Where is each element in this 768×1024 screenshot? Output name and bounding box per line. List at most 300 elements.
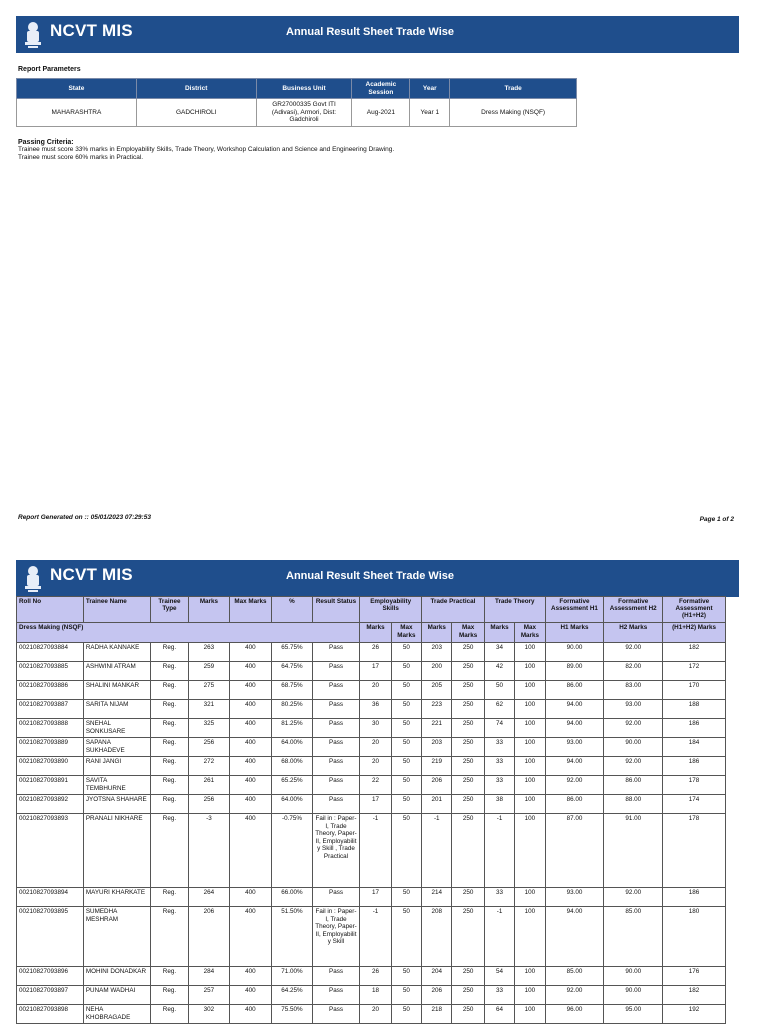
cell-trainee-type: Reg.: [150, 643, 188, 662]
table-row: [17, 776, 726, 795]
cell-h1-marks: 87.00: [545, 814, 604, 888]
cell-total-marks: 192: [663, 1005, 726, 1024]
cell-emp-marks: 26: [360, 967, 391, 986]
cell-tt-max: 100: [515, 795, 545, 814]
cell-tt-marks: 42: [484, 662, 514, 681]
cell-tp-marks: -1: [422, 814, 452, 888]
cell-total-marks: 178: [663, 776, 726, 795]
cell-h2-marks: 90.00: [604, 738, 663, 757]
cell-marks: 259: [189, 662, 230, 681]
cell-result-status: Pass: [312, 719, 360, 738]
cell-total-marks: 182: [663, 643, 726, 662]
cell-tt-max: 100: [515, 814, 545, 888]
cell-percent: 75.50%: [272, 1005, 313, 1024]
cell-tp-marks: 203: [422, 643, 452, 662]
cell-marks: 261: [189, 776, 230, 795]
cell-percent: 51.50%: [272, 907, 313, 967]
cell-emp-max: 50: [391, 986, 421, 1005]
table-row: [17, 738, 726, 757]
table-row: [17, 757, 726, 776]
cell-tt-marks: 33: [484, 738, 514, 757]
cell-roll-no: 00210827093885: [17, 662, 84, 681]
cell-tt-marks: 34: [484, 643, 514, 662]
cell-trainee-name: SNEHAL SONKUSARE: [83, 719, 150, 738]
cell-h1-marks: 92.00: [545, 776, 604, 795]
cell-roll-no: 00210827093890: [17, 757, 84, 776]
cell-emp-marks: 17: [360, 888, 391, 907]
cell-max-marks: 400: [229, 700, 272, 719]
table-row: [17, 1005, 726, 1024]
cell-trainee-name: SAPANA SUKHADEVE: [83, 738, 150, 757]
cell-roll-no: 00210827093889: [17, 738, 84, 757]
cell-tt-marks: 33: [484, 986, 514, 1005]
cell-max-marks: 400: [229, 738, 272, 757]
cell-trainee-type: Reg.: [150, 662, 188, 681]
cell-tt-marks: -1: [484, 907, 514, 967]
cell-h2-marks: 92.00: [604, 757, 663, 776]
report-parameters-heading: Report Parameters: [18, 66, 81, 73]
cell-max-marks: 400: [229, 757, 272, 776]
cell-trainee-type: Reg.: [150, 1005, 188, 1024]
cell-marks: 263: [189, 643, 230, 662]
cell-tt-marks: 62: [484, 700, 514, 719]
cell-h2-marks: 83.00: [604, 681, 663, 700]
cell-h2-marks: 82.00: [604, 662, 663, 681]
col-trainee-type: Trainee Type: [150, 597, 188, 623]
col-result-status: Result Status: [312, 597, 360, 623]
cell-h1-marks: 93.00: [545, 888, 604, 907]
table-row: [17, 795, 726, 814]
cell-tt-max: 100: [515, 719, 545, 738]
cell-max-marks: 400: [229, 719, 272, 738]
cell-trainee-name: SAVITA TEMBHURNE: [83, 776, 150, 795]
table-row: [17, 643, 726, 662]
cell-tp-marks: 201: [422, 795, 452, 814]
cell-trainee-name: RADHA KANNAKE: [83, 643, 150, 662]
trade-group-label: Dress Making (NSQF): [17, 623, 360, 643]
param-value-business-unit: GR27000335 Govt ITI (Adivasi), Armori, Dist: Gadchiroli: [256, 99, 352, 127]
cell-total-marks: 186: [663, 719, 726, 738]
param-header-business-unit: Business Unit: [256, 79, 352, 99]
cell-h1-marks: 89.00: [545, 662, 604, 681]
cell-emp-max: 50: [391, 888, 421, 907]
cell-total-marks: 186: [663, 888, 726, 907]
cell-emp-max: 50: [391, 643, 421, 662]
cell-result-status: Pass: [312, 986, 360, 1005]
cell-total-marks: 172: [663, 662, 726, 681]
report-generated-on: Report Generated on :: 05/01/2023 07:29:53: [18, 514, 151, 521]
cell-tt-max: 100: [515, 888, 545, 907]
cell-max-marks: 400: [229, 643, 272, 662]
cell-result-status: Pass: [312, 776, 360, 795]
cell-tt-marks: 33: [484, 888, 514, 907]
cell-total-marks: 176: [663, 967, 726, 986]
cell-result-status: Pass: [312, 967, 360, 986]
cell-total-marks: 178: [663, 814, 726, 888]
cell-tp-marks: 208: [422, 907, 452, 967]
cell-max-marks: 400: [229, 986, 272, 1005]
cell-h1-marks: 90.00: [545, 643, 604, 662]
cell-emp-marks: 18: [360, 986, 391, 1005]
cell-h2-marks: 88.00: [604, 795, 663, 814]
result-table: [16, 596, 726, 1024]
cell-tt-max: 100: [515, 681, 545, 700]
cell-marks: 264: [189, 888, 230, 907]
cell-tt-marks: 33: [484, 757, 514, 776]
cell-emp-marks: 36: [360, 700, 391, 719]
cell-roll-no: 00210827093893: [17, 814, 84, 888]
cell-h2-marks: 92.00: [604, 719, 663, 738]
col-formative-total: Formative Assessment (H1+H2): [663, 597, 726, 623]
cell-marks: 256: [189, 795, 230, 814]
cell-tt-max: 100: [515, 700, 545, 719]
cell-percent: 64.00%: [272, 738, 313, 757]
cell-tp-max: 250: [452, 681, 484, 700]
cell-max-marks: 400: [229, 662, 272, 681]
passing-criteria-line-1: Trainee must score 33% marks in Employability Skills, Trade Theory, Workshop Calculation and Science and Engineering Drawing.: [18, 146, 395, 153]
cell-tp-marks: 206: [422, 986, 452, 1005]
cell-result-status: Pass: [312, 795, 360, 814]
cell-trainee-name: PUNAM WADHAI: [83, 986, 150, 1005]
cell-total-marks: 186: [663, 757, 726, 776]
cell-tt-max: 100: [515, 643, 545, 662]
cell-emp-max: 50: [391, 700, 421, 719]
cell-roll-no: 00210827093887: [17, 700, 84, 719]
cell-marks: 284: [189, 967, 230, 986]
cell-emp-marks: 22: [360, 776, 391, 795]
col-trade-theory: Trade Theory: [484, 597, 545, 623]
cell-roll-no: 00210827093895: [17, 907, 84, 967]
sub-emp-max-marks: Max Marks: [391, 623, 421, 643]
cell-result-status: Pass: [312, 1005, 360, 1024]
header-banner: [16, 16, 739, 53]
cell-max-marks: 400: [229, 1005, 272, 1024]
cell-tp-max: 250: [452, 757, 484, 776]
cell-tt-marks: 38: [484, 795, 514, 814]
cell-h1-marks: 94.00: [545, 757, 604, 776]
cell-emp-marks: -1: [360, 814, 391, 888]
national-emblem-icon: [20, 19, 46, 50]
passing-criteria-heading: Passing Criteria:: [18, 139, 74, 146]
cell-trainee-type: Reg.: [150, 738, 188, 757]
cell-percent: 65.75%: [272, 643, 313, 662]
cell-tt-marks: 54: [484, 967, 514, 986]
param-header-state: State: [17, 79, 137, 99]
cell-h2-marks: 95.00: [604, 1005, 663, 1024]
cell-tp-marks: 223: [422, 700, 452, 719]
cell-tp-max: 250: [452, 776, 484, 795]
cell-emp-marks: -1: [360, 907, 391, 967]
cell-emp-marks: 17: [360, 795, 391, 814]
cell-emp-max: 50: [391, 795, 421, 814]
cell-emp-marks: 20: [360, 681, 391, 700]
cell-percent: 65.25%: [272, 776, 313, 795]
sub-h2-marks: H2 Marks: [604, 623, 663, 643]
cell-percent: 68.75%: [272, 681, 313, 700]
param-value-state: MAHARASHTRA: [17, 99, 137, 127]
cell-roll-no: 00210827093894: [17, 888, 84, 907]
cell-trainee-name: SARITA NIJAM: [83, 700, 150, 719]
param-header-academic-session: Academic Session: [352, 79, 410, 99]
cell-tp-max: 250: [452, 662, 484, 681]
cell-result-status: Pass: [312, 681, 360, 700]
cell-trainee-type: Reg.: [150, 795, 188, 814]
cell-trainee-type: Reg.: [150, 700, 188, 719]
cell-percent: 71.00%: [272, 967, 313, 986]
cell-trainee-name: SHALINI MANKAR: [83, 681, 150, 700]
cell-result-status: Pass: [312, 662, 360, 681]
cell-trainee-type: Reg.: [150, 719, 188, 738]
table-row: [17, 814, 726, 888]
cell-h1-marks: 94.00: [545, 700, 604, 719]
cell-marks: 325: [189, 719, 230, 738]
cell-marks: 302: [189, 1005, 230, 1024]
cell-h1-marks: 92.00: [545, 986, 604, 1005]
table-row: [17, 986, 726, 1005]
table-row: [17, 888, 726, 907]
cell-result-status: Pass: [312, 700, 360, 719]
national-emblem-icon: [20, 563, 46, 594]
brand-name: NCVT MIS: [50, 565, 133, 584]
cell-max-marks: 400: [229, 967, 272, 986]
cell-roll-no: 00210827093891: [17, 776, 84, 795]
cell-trainee-name: PRANALI NIKHARE: [83, 814, 150, 888]
col-trade-practical: Trade Practical: [422, 597, 485, 623]
cell-tp-marks: 206: [422, 776, 452, 795]
cell-trainee-name: RANI JANGI: [83, 757, 150, 776]
brand-name: NCVT MIS: [50, 21, 133, 40]
param-value-district: GADCHIROLI: [136, 99, 256, 127]
param-value-academic-session: Aug-2021: [352, 99, 410, 127]
sub-tt-max-marks: Max Marks: [515, 623, 545, 643]
cell-tp-max: 250: [452, 643, 484, 662]
cell-h1-marks: 85.00: [545, 967, 604, 986]
cell-roll-no: 00210827093886: [17, 681, 84, 700]
cell-h1-marks: 93.00: [545, 738, 604, 757]
cell-tt-max: 100: [515, 662, 545, 681]
report-title: Annual Result Sheet Trade Wise: [286, 26, 454, 38]
cell-roll-no: 00210827093896: [17, 967, 84, 986]
param-header-district: District: [136, 79, 256, 99]
sub-tt-marks: Marks: [484, 623, 514, 643]
cell-max-marks: 400: [229, 681, 272, 700]
cell-emp-max: 50: [391, 757, 421, 776]
cell-emp-marks: 20: [360, 738, 391, 757]
cell-percent: 64.00%: [272, 795, 313, 814]
col-trainee-name: Trainee Name: [83, 597, 150, 623]
cell-result-status: Pass: [312, 643, 360, 662]
cell-tp-marks: 205: [422, 681, 452, 700]
cell-trainee-type: Reg.: [150, 967, 188, 986]
cell-tp-marks: 221: [422, 719, 452, 738]
cell-marks: 275: [189, 681, 230, 700]
cell-emp-marks: 17: [360, 662, 391, 681]
cell-roll-no: 00210827093892: [17, 795, 84, 814]
passing-criteria: [18, 139, 394, 162]
cell-tt-marks: 33: [484, 776, 514, 795]
table-row: [17, 967, 726, 986]
col-formative-h1: Formative Assessment H1: [545, 597, 604, 623]
cell-marks: 272: [189, 757, 230, 776]
cell-roll-no: 00210827093888: [17, 719, 84, 738]
cell-tp-max: 250: [452, 814, 484, 888]
cell-trainee-type: Reg.: [150, 986, 188, 1005]
cell-h1-marks: 94.00: [545, 719, 604, 738]
cell-h2-marks: 92.00: [604, 643, 663, 662]
cell-percent: 66.00%: [272, 888, 313, 907]
param-value-year: Year 1: [410, 99, 450, 127]
cell-percent: 81.25%: [272, 719, 313, 738]
cell-tp-marks: 218: [422, 1005, 452, 1024]
cell-tp-max: 250: [452, 986, 484, 1005]
sub-h1-marks: H1 Marks: [545, 623, 604, 643]
cell-emp-max: 50: [391, 967, 421, 986]
cell-emp-marks: 20: [360, 1005, 391, 1024]
report-parameters-table: [16, 78, 577, 127]
cell-tp-max: 250: [452, 795, 484, 814]
cell-percent: 80.25%: [272, 700, 313, 719]
col-formative-h2: Formative Assessment H2: [604, 597, 663, 623]
report-title: Annual Result Sheet Trade Wise: [286, 570, 454, 582]
cell-percent: 64.75%: [272, 662, 313, 681]
cell-tp-max: 250: [452, 967, 484, 986]
cell-emp-max: 50: [391, 719, 421, 738]
cell-tp-marks: 219: [422, 757, 452, 776]
cell-total-marks: 174: [663, 795, 726, 814]
cell-h2-marks: 90.00: [604, 986, 663, 1005]
cell-h1-marks: 86.00: [545, 681, 604, 700]
cell-tt-max: 100: [515, 1005, 545, 1024]
cell-trainee-type: Reg.: [150, 776, 188, 795]
param-header-year: Year: [410, 79, 450, 99]
cell-trainee-name: NEHA KHOBRAGADE: [83, 1005, 150, 1024]
cell-emp-max: 50: [391, 814, 421, 888]
cell-tp-max: 250: [452, 907, 484, 967]
cell-tp-max: 250: [452, 738, 484, 757]
cell-trainee-name: SUMEDHA MESHRAM: [83, 907, 150, 967]
cell-trainee-type: Reg.: [150, 888, 188, 907]
cell-h1-marks: 86.00: [545, 795, 604, 814]
cell-roll-no: 00210827093884: [17, 643, 84, 662]
cell-max-marks: 400: [229, 776, 272, 795]
cell-max-marks: 400: [229, 888, 272, 907]
cell-tp-marks: 204: [422, 967, 452, 986]
cell-emp-max: 50: [391, 662, 421, 681]
page-number: Page 1 of 2: [699, 516, 734, 523]
cell-trainee-type: Reg.: [150, 757, 188, 776]
sub-tp-marks: Marks: [422, 623, 452, 643]
cell-trainee-name: ASHWINI ATRAM: [83, 662, 150, 681]
cell-h2-marks: 85.00: [604, 907, 663, 967]
cell-emp-max: 50: [391, 681, 421, 700]
cell-percent: -0.75%: [272, 814, 313, 888]
cell-emp-max: 50: [391, 907, 421, 967]
cell-tt-max: 100: [515, 907, 545, 967]
cell-total-marks: 182: [663, 986, 726, 1005]
cell-tp-marks: 200: [422, 662, 452, 681]
sub-total-marks: (H1+H2) Marks: [663, 623, 726, 643]
cell-result-status: Fail in : Paper-I, Trade Theory, Paper-II, Employabilit y Skill: [312, 907, 360, 967]
cell-tt-marks: 64: [484, 1005, 514, 1024]
cell-marks: 256: [189, 738, 230, 757]
table-row: [17, 719, 726, 738]
table-row: [17, 681, 726, 700]
cell-max-marks: 400: [229, 795, 272, 814]
table-row: [17, 907, 726, 967]
cell-h2-marks: 91.00: [604, 814, 663, 888]
cell-emp-max: 50: [391, 738, 421, 757]
cell-tt-max: 100: [515, 757, 545, 776]
col-employability-skills: Employability Skills: [360, 597, 422, 623]
cell-emp-marks: 20: [360, 757, 391, 776]
sub-emp-marks: Marks: [360, 623, 391, 643]
cell-total-marks: 188: [663, 700, 726, 719]
cell-emp-marks: 30: [360, 719, 391, 738]
table-row: [17, 700, 726, 719]
cell-h2-marks: 90.00: [604, 967, 663, 986]
cell-tt-max: 100: [515, 776, 545, 795]
cell-max-marks: 400: [229, 907, 272, 967]
cell-tp-max: 250: [452, 1005, 484, 1024]
cell-trainee-type: Reg.: [150, 681, 188, 700]
cell-h2-marks: 86.00: [604, 776, 663, 795]
cell-total-marks: 184: [663, 738, 726, 757]
cell-percent: 68.00%: [272, 757, 313, 776]
cell-max-marks: 400: [229, 814, 272, 888]
cell-tp-max: 250: [452, 719, 484, 738]
col-max-marks: Max Marks: [229, 597, 272, 623]
header-banner-page-2: [16, 560, 739, 597]
cell-emp-marks: 26: [360, 643, 391, 662]
cell-tt-max: 100: [515, 967, 545, 986]
cell-result-status: Fail in : Paper-I, Trade Theory, Paper-II, Employabilit y Skill , Trade Practical: [312, 814, 360, 888]
cell-marks: -3: [189, 814, 230, 888]
cell-marks: 206: [189, 907, 230, 967]
cell-marks: 257: [189, 986, 230, 1005]
cell-percent: 64.25%: [272, 986, 313, 1005]
cell-result-status: Pass: [312, 738, 360, 757]
col-roll-no: Roll No: [17, 597, 84, 623]
cell-tt-marks: -1: [484, 814, 514, 888]
group-header-row: [17, 623, 726, 643]
cell-emp-max: 50: [391, 1005, 421, 1024]
table-row: [17, 662, 726, 681]
cell-total-marks: 180: [663, 907, 726, 967]
cell-trainee-type: Reg.: [150, 907, 188, 967]
cell-marks: 321: [189, 700, 230, 719]
cell-tp-max: 250: [452, 888, 484, 907]
cell-tt-marks: 74: [484, 719, 514, 738]
cell-emp-max: 50: [391, 776, 421, 795]
cell-tt-max: 100: [515, 986, 545, 1005]
cell-tp-marks: 203: [422, 738, 452, 757]
cell-trainee-name: MOHINI DONADKAR: [83, 967, 150, 986]
cell-result-status: Pass: [312, 888, 360, 907]
cell-trainee-name: MAYURI KHARKATE: [83, 888, 150, 907]
cell-trainee-name: JYOTSNA SHAHARE: [83, 795, 150, 814]
param-value-trade: Dress Making (NSQF): [450, 99, 577, 127]
col-marks: Marks: [189, 597, 230, 623]
cell-roll-no: 00210827093897: [17, 986, 84, 1005]
cell-total-marks: 170: [663, 681, 726, 700]
cell-tp-marks: 214: [422, 888, 452, 907]
cell-roll-no: 00210827093898: [17, 1005, 84, 1024]
sub-tp-max-marks: Max Marks: [452, 623, 484, 643]
cell-h2-marks: 92.00: [604, 888, 663, 907]
cell-tt-marks: 50: [484, 681, 514, 700]
cell-h2-marks: 93.00: [604, 700, 663, 719]
param-header-trade: Trade: [450, 79, 577, 99]
